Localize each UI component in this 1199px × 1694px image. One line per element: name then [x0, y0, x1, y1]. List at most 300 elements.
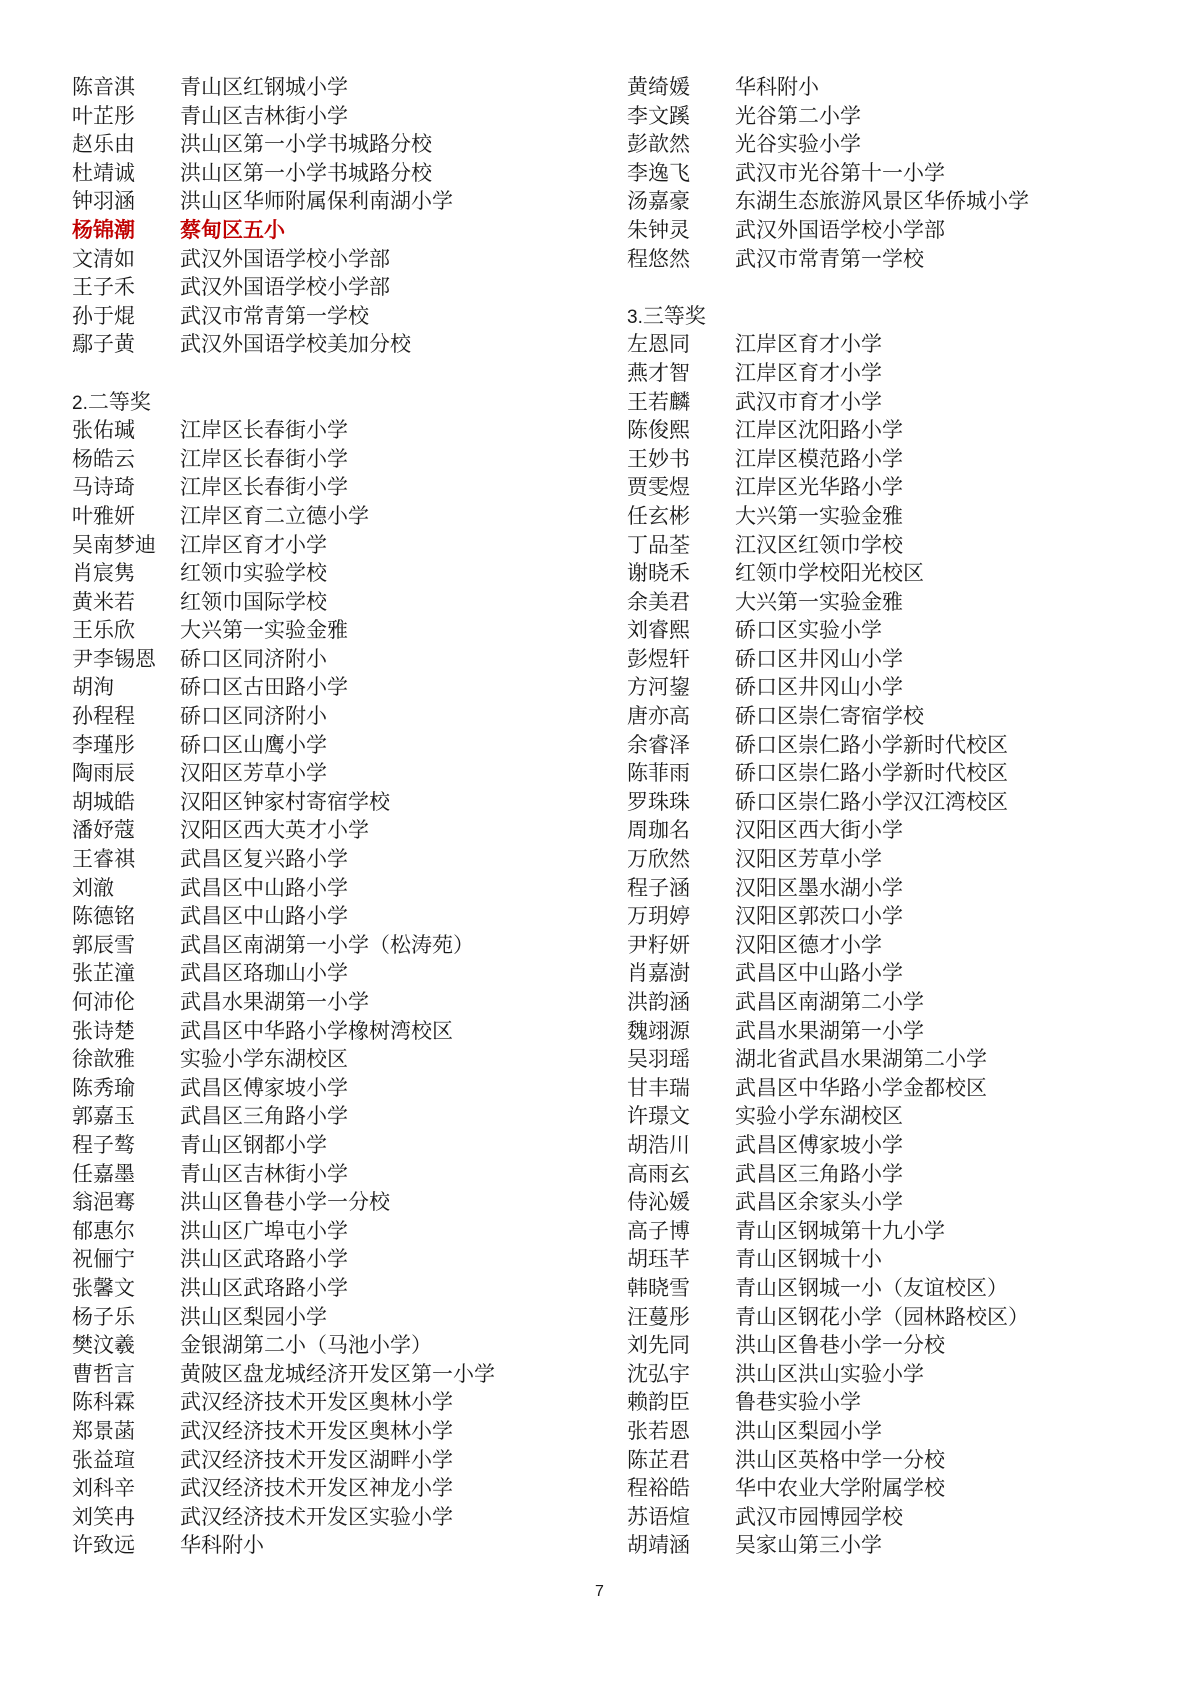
section-heading-third-prize: [627, 302, 1167, 331]
student-name: 潘妤蔻: [72, 818, 135, 843]
award-row: [627, 1331, 1167, 1360]
right-column: [627, 73, 1167, 1560]
student-name: 陈芷君: [627, 1447, 690, 1472]
student-name: 胡城皓: [72, 789, 135, 814]
award-row: [72, 874, 592, 903]
award-row: [627, 1188, 1167, 1217]
award-row: [627, 1017, 1167, 1046]
school-name: 青山区钢都小学: [180, 1132, 327, 1157]
school-name: 武汉市常青第一学校: [180, 303, 369, 328]
school-name: 武汉外国语学校小学部: [180, 275, 390, 300]
school-name: 武汉经济技术开发区奥林小学: [180, 1390, 453, 1415]
award-row: [72, 1102, 592, 1131]
award-row: [72, 1017, 592, 1046]
award-row: [72, 1446, 592, 1475]
award-row: [627, 988, 1167, 1017]
student-name: 程裕皓: [627, 1476, 690, 1501]
award-row: [627, 874, 1167, 903]
award-row: [72, 102, 592, 131]
student-name: 杨皓云: [72, 446, 135, 471]
award-row: [72, 845, 592, 874]
school-name: 东湖生态旅游风景区华侨城小学: [735, 189, 1029, 214]
student-name: 黄绮媛: [627, 75, 690, 99]
award-row: [627, 445, 1167, 474]
student-name: 沈弘宇: [627, 1361, 690, 1386]
award-row: [72, 673, 592, 702]
award-row: [627, 1303, 1167, 1332]
school-name: 江岸区沈阳路小学: [735, 418, 903, 443]
student-name: 张诗楚: [72, 1018, 135, 1043]
school-name: 洪山区武珞路小学: [180, 1247, 348, 1272]
student-name: 许致远: [72, 1533, 135, 1558]
school-name: 洪山区华师附属保利南湖小学: [180, 189, 453, 214]
school-name: 硚口区同济附小: [180, 646, 327, 671]
student-name: 赵乐由: [72, 132, 135, 157]
student-name: 张芷潼: [72, 961, 135, 986]
student-name: 王若麟: [627, 389, 690, 414]
school-name: 黄陂区盘龙城经济开发区第一小学: [180, 1361, 495, 1386]
student-name: 钟羽涵: [72, 189, 135, 214]
school-name: 红领巾实验学校: [180, 561, 327, 586]
student-name: 吴羽瑶: [627, 1047, 690, 1072]
student-name: 汪蔓彤: [627, 1304, 690, 1329]
award-row: [72, 1503, 592, 1532]
student-name: 陈秀瑜: [72, 1075, 135, 1100]
school-name: 武汉经济技术开发区实验小学: [180, 1504, 453, 1529]
award-row: [72, 902, 592, 931]
school-name: 大兴第一实验金雅: [735, 589, 903, 614]
school-name: 武昌区中华路小学橡树湾校区: [180, 1018, 453, 1043]
student-name: 尹李锡恩: [72, 646, 156, 671]
award-row: [627, 816, 1167, 845]
school-name: 武昌区南湖第二小学: [735, 990, 924, 1014]
student-name: 孙程程: [72, 704, 135, 729]
student-name: 文清如: [72, 246, 135, 271]
school-name: 青山区钢城一小（友谊校区）: [735, 1275, 1008, 1300]
school-name: 洪山区第一小学书城路分校: [180, 160, 432, 185]
award-row: [72, 416, 592, 445]
award-row: [72, 473, 592, 502]
student-name: 张若恩: [627, 1418, 690, 1443]
student-name: 张益瑄: [72, 1447, 135, 1472]
award-row: [627, 330, 1167, 359]
student-name: 周珈名: [627, 818, 690, 843]
award-row: [627, 102, 1167, 131]
student-name: 曹哲言: [72, 1361, 135, 1386]
student-name: 程子骜: [72, 1132, 135, 1157]
award-row: [72, 1417, 592, 1446]
school-name: 硚口区崇仁路小学新时代校区: [735, 761, 1008, 786]
award-row: [72, 273, 592, 302]
school-name: 硚口区实验小学: [735, 618, 882, 643]
award-row: [627, 559, 1167, 588]
student-name: 叶芷彤: [72, 103, 135, 128]
award-row: [627, 359, 1167, 388]
school-name: 汉阳区西大英才小学: [180, 818, 369, 843]
school-name: 硚口区崇仁路小学汉江湾校区: [735, 789, 1008, 814]
award-row: [627, 931, 1167, 960]
student-name: 方河鋆: [627, 675, 690, 700]
school-name: 汉阳区钟家村寄宿学校: [180, 789, 390, 814]
award-row: [72, 1274, 592, 1303]
award-row: [72, 1331, 592, 1360]
school-name: 武汉外国语学校小学部: [180, 246, 390, 271]
school-name: 蔡甸区五小: [180, 216, 285, 242]
award-row: [627, 1417, 1167, 1446]
school-name: 武昌区傅家坡小学: [180, 1075, 348, 1100]
school-name: 洪山区第一小学书城路分校: [180, 132, 432, 157]
award-row: [72, 1474, 592, 1503]
award-row: [627, 731, 1167, 760]
school-name: 武昌区中山路小学: [180, 904, 348, 929]
student-name: 杨子乐: [72, 1304, 135, 1329]
student-name: 胡珏芊: [627, 1247, 690, 1272]
award-row: [627, 1531, 1167, 1560]
award-row: [627, 1131, 1167, 1160]
student-name: 万欣然: [627, 847, 690, 872]
student-name: 陈音淇: [72, 75, 135, 99]
school-name: 实验小学东湖校区: [180, 1047, 348, 1072]
student-name: 张佑瑊: [72, 418, 135, 443]
school-name: 江岸区育二立德小学: [180, 503, 369, 528]
school-name: 武汉市常青第一学校: [735, 246, 924, 271]
section-title: 二等奖: [87, 389, 151, 414]
school-name: 汉阳区墨水湖小学: [735, 875, 903, 900]
school-name: 武昌区复兴路小学: [180, 847, 348, 872]
student-name: 高子博: [627, 1218, 690, 1243]
award-list-second-prize: [72, 416, 592, 1560]
award-row: [627, 416, 1167, 445]
school-name: 江岸区育才小学: [735, 332, 882, 357]
school-name: 江岸区长春街小学: [180, 446, 348, 471]
award-row: [72, 1045, 592, 1074]
school-name: 江岸区育才小学: [735, 360, 882, 385]
student-name: 洪韵涵: [627, 990, 690, 1014]
student-name: 余美君: [627, 589, 690, 614]
student-name: 胡浩川: [627, 1132, 690, 1157]
school-name: 武昌水果湖第一小学: [735, 1018, 924, 1043]
award-row: [72, 616, 592, 645]
school-name: 江岸区模范路小学: [735, 446, 903, 471]
section-heading-second-prize: [72, 388, 592, 417]
award-row: [627, 187, 1167, 216]
school-name: 大兴第一实验金雅: [180, 618, 348, 643]
school-name: 洪山区梨园小学: [180, 1304, 327, 1329]
award-row: [627, 1160, 1167, 1189]
school-name: 硚口区崇仁寄宿学校: [735, 704, 924, 729]
award-row: [72, 245, 592, 274]
school-name: 青山区钢花小学（园林路校区）: [735, 1304, 1029, 1329]
school-name: 硚口区同济附小: [180, 704, 327, 729]
school-name: 洪山区梨园小学: [735, 1418, 882, 1443]
school-name: 青山区钢城第十九小学: [735, 1218, 945, 1243]
school-name: 硚口区井冈山小学: [735, 675, 903, 700]
student-name: 郭嘉玉: [72, 1104, 135, 1129]
school-name: 武汉经济技术开发区奥林小学: [180, 1418, 453, 1443]
student-name: 何沛伦: [72, 990, 135, 1014]
student-name: 刘笑冉: [72, 1504, 135, 1529]
student-name: 郁惠尔: [72, 1218, 135, 1243]
award-row: [72, 502, 592, 531]
student-name: 孙于焜: [72, 303, 135, 328]
award-row: [72, 130, 592, 159]
school-name: 硚口区山鹰小学: [180, 732, 327, 757]
award-row: [627, 759, 1167, 788]
school-name: 汉阳区芳草小学: [180, 761, 327, 786]
award-row: [72, 1245, 592, 1274]
student-name: 吴南梦迪: [72, 532, 156, 557]
school-name: 大兴第一实验金雅: [735, 503, 903, 528]
award-row: [627, 959, 1167, 988]
award-row: [627, 702, 1167, 731]
student-name: 胡洵: [72, 675, 114, 700]
student-name: 彭歆然: [627, 132, 690, 157]
section-number: 2.: [72, 392, 88, 414]
school-name: 硚口区崇仁路小学新时代校区: [735, 732, 1008, 757]
student-name: 刘睿熙: [627, 618, 690, 643]
school-name: 青山区红钢城小学: [180, 75, 348, 99]
award-row: [627, 616, 1167, 645]
school-name: 华科附小: [180, 1533, 264, 1558]
student-name: 陶雨辰: [72, 761, 135, 786]
school-name: 江岸区育才小学: [180, 532, 327, 557]
award-row: [627, 130, 1167, 159]
school-name: 武汉市光谷第十一小学: [735, 160, 945, 185]
student-name: 杨锦潮: [72, 216, 135, 242]
school-name: 华科附小: [735, 75, 819, 99]
school-name: 武昌水果湖第一小学: [180, 990, 369, 1014]
school-name: 吴家山第三小学: [735, 1533, 882, 1558]
student-name: 陈科霖: [72, 1390, 135, 1415]
school-name: 青山区钢城十小: [735, 1247, 882, 1272]
award-row: [72, 1360, 592, 1389]
school-name: 武汉经济技术开发区湖畔小学: [180, 1447, 453, 1472]
school-name: 洪山区洪山实验小学: [735, 1361, 924, 1386]
student-name: 刘先同: [627, 1333, 690, 1358]
student-name: 刘澈: [72, 875, 114, 900]
award-row: [72, 1303, 592, 1332]
award-row: [627, 159, 1167, 188]
student-name: 侍沁媛: [627, 1190, 690, 1215]
award-row: [627, 473, 1167, 502]
student-name: 万玥婷: [627, 904, 690, 929]
award-row: [72, 1217, 592, 1246]
award-row: [72, 816, 592, 845]
award-row: [627, 1274, 1167, 1303]
award-row: [72, 302, 592, 331]
school-name: 青山区吉林街小学: [180, 103, 348, 128]
award-row: [627, 845, 1167, 874]
left-column: [72, 73, 592, 1560]
school-name: 汉阳区芳草小学: [735, 847, 882, 872]
school-name: 实验小学东湖校区: [735, 1104, 903, 1129]
school-name: 硚口区古田路小学: [180, 675, 348, 700]
student-name: 彭煜轩: [627, 646, 690, 671]
award-row: [627, 245, 1167, 274]
award-row: [72, 187, 592, 216]
award-list-continued: [72, 73, 592, 359]
award-row: [72, 1131, 592, 1160]
award-row: [72, 559, 592, 588]
student-name: 朱钟灵: [627, 217, 690, 242]
student-name: 唐亦高: [627, 704, 690, 729]
award-row: [72, 959, 592, 988]
student-name: 许璟文: [627, 1104, 690, 1129]
student-name: 程悠然: [627, 246, 690, 271]
award-row: [72, 1160, 592, 1189]
award-row: [627, 216, 1167, 245]
student-name: 贾雯煜: [627, 475, 690, 500]
section-number: 3.: [627, 306, 643, 328]
student-name: 魏翊源: [627, 1018, 690, 1043]
award-row: [72, 216, 592, 245]
award-row: [627, 1245, 1167, 1274]
school-name: 洪山区广埠屯小学: [180, 1218, 348, 1243]
section-title: 三等奖: [642, 303, 706, 328]
student-name: 郑景菡: [72, 1418, 135, 1443]
school-name: 金银湖第二小（马池小学）: [180, 1333, 432, 1358]
student-name: 胡靖涵: [627, 1533, 690, 1558]
student-name: 任嘉墨: [72, 1161, 135, 1186]
award-row: [627, 673, 1167, 702]
student-name: 程子涵: [627, 875, 690, 900]
student-name: 罗珠珠: [627, 789, 690, 814]
award-row: [627, 1446, 1167, 1475]
school-name: 汉阳区德才小学: [735, 932, 882, 957]
student-name: 翁浥骞: [72, 1190, 135, 1215]
student-name: 高雨玄: [627, 1161, 690, 1186]
school-name: 武昌区中华路小学金都校区: [735, 1075, 987, 1100]
school-name: 红领巾学校阳光校区: [735, 561, 924, 586]
award-row: [72, 159, 592, 188]
award-list-third-prize: [627, 330, 1167, 1560]
award-row: [627, 1045, 1167, 1074]
award-row: [627, 73, 1167, 102]
award-row: [72, 531, 592, 560]
school-name: 光谷第二小学: [735, 103, 861, 128]
school-name: 汉阳区郭茨口小学: [735, 904, 903, 929]
student-name: 王睿祺: [72, 847, 135, 872]
award-row: [72, 645, 592, 674]
school-name: 武汉经济技术开发区神龙小学: [180, 1476, 453, 1501]
award-row: [72, 588, 592, 617]
award-row: [627, 1388, 1167, 1417]
award-row: [627, 1360, 1167, 1389]
student-name: 左恩同: [627, 332, 690, 357]
school-name: 江岸区长春街小学: [180, 475, 348, 500]
school-name: 武昌区中山路小学: [180, 875, 348, 900]
student-name: 郭辰雪: [72, 932, 135, 957]
award-row: [627, 1503, 1167, 1532]
award-row: [72, 73, 592, 102]
award-row: [627, 645, 1167, 674]
student-name: 尹籽妍: [627, 932, 690, 957]
award-row: [72, 1074, 592, 1103]
award-row: [627, 531, 1167, 560]
student-name: 马诗琦: [72, 475, 135, 500]
school-name: 洪山区英格中学一分校: [735, 1447, 945, 1472]
student-name: 黄米若: [72, 589, 135, 614]
student-name: 陈菲雨: [627, 761, 690, 786]
award-row: [627, 902, 1167, 931]
school-name: 武汉外国语学校美加分校: [180, 332, 411, 357]
school-name: 武昌区傅家坡小学: [735, 1132, 903, 1157]
award-row: [627, 388, 1167, 417]
school-name: 武汉市园博园学校: [735, 1504, 903, 1529]
school-name: 武昌区中山路小学: [735, 961, 903, 986]
student-name: 王乐欣: [72, 618, 135, 643]
school-name: 江岸区长春街小学: [180, 418, 348, 443]
student-name: 祝俪宁: [72, 1247, 135, 1272]
award-row: [627, 502, 1167, 531]
student-name: 叶雅妍: [72, 503, 135, 528]
page-number: 7: [595, 1583, 604, 1600]
school-name: 硚口区井冈山小学: [735, 646, 903, 671]
student-name: 王妙书: [627, 446, 690, 471]
student-name: 肖嘉澍: [627, 961, 690, 986]
award-row: [627, 1217, 1167, 1246]
student-name: 谢晓禾: [627, 561, 690, 586]
school-name: 武昌区余家头小学: [735, 1190, 903, 1215]
award-list-second-prize-continued: [627, 73, 1167, 273]
student-name: 徐歆雅: [72, 1047, 135, 1072]
school-name: 汉阳区西大街小学: [735, 818, 903, 843]
school-name: 武汉市育才小学: [735, 389, 882, 414]
student-name: 鄢子黄: [72, 332, 135, 357]
student-name: 汤嘉豪: [627, 189, 690, 214]
award-row: [72, 788, 592, 817]
school-name: 洪山区鲁巷小学一分校: [735, 1333, 945, 1358]
student-name: 甘丰瑞: [627, 1075, 690, 1100]
award-row: [72, 1188, 592, 1217]
school-name: 湖北省武昌水果湖第二小学: [735, 1047, 987, 1072]
student-name: 杜靖诚: [72, 160, 135, 185]
student-name: 刘科辛: [72, 1476, 135, 1501]
award-row: [627, 1102, 1167, 1131]
student-name: 余睿泽: [627, 732, 690, 757]
award-row: [627, 788, 1167, 817]
student-name: 丁品荃: [627, 532, 690, 557]
award-row: [72, 1388, 592, 1417]
student-name: 赖韵臣: [627, 1390, 690, 1415]
award-row: [627, 588, 1167, 617]
school-name: 武昌区珞珈山小学: [180, 961, 348, 986]
school-name: 光谷实验小学: [735, 132, 861, 157]
student-name: 李文蹊: [627, 103, 690, 128]
student-name: 张馨文: [72, 1275, 135, 1300]
student-name: 肖宸隽: [72, 561, 135, 586]
student-name: 陈德铭: [72, 904, 135, 929]
school-name: 武昌区三角路小学: [180, 1104, 348, 1129]
award-row: [72, 931, 592, 960]
school-name: 武昌区三角路小学: [735, 1161, 903, 1186]
school-name: 鲁巷实验小学: [735, 1390, 861, 1415]
student-name: 樊汶羲: [72, 1333, 135, 1358]
student-name: 任玄彬: [627, 503, 690, 528]
school-name: 洪山区武珞路小学: [180, 1275, 348, 1300]
award-row: [72, 330, 592, 359]
award-row: [72, 445, 592, 474]
school-name: 青山区吉林街小学: [180, 1161, 348, 1186]
school-name: 江岸区光华路小学: [735, 475, 903, 500]
school-name: 武汉外国语学校小学部: [735, 217, 945, 242]
school-name: 红领巾国际学校: [180, 589, 327, 614]
award-row: [72, 702, 592, 731]
school-name: 江汉区红领巾学校: [735, 532, 903, 557]
student-name: 燕才智: [627, 360, 690, 385]
award-row: [72, 731, 592, 760]
student-name: 苏语煊: [627, 1504, 690, 1529]
